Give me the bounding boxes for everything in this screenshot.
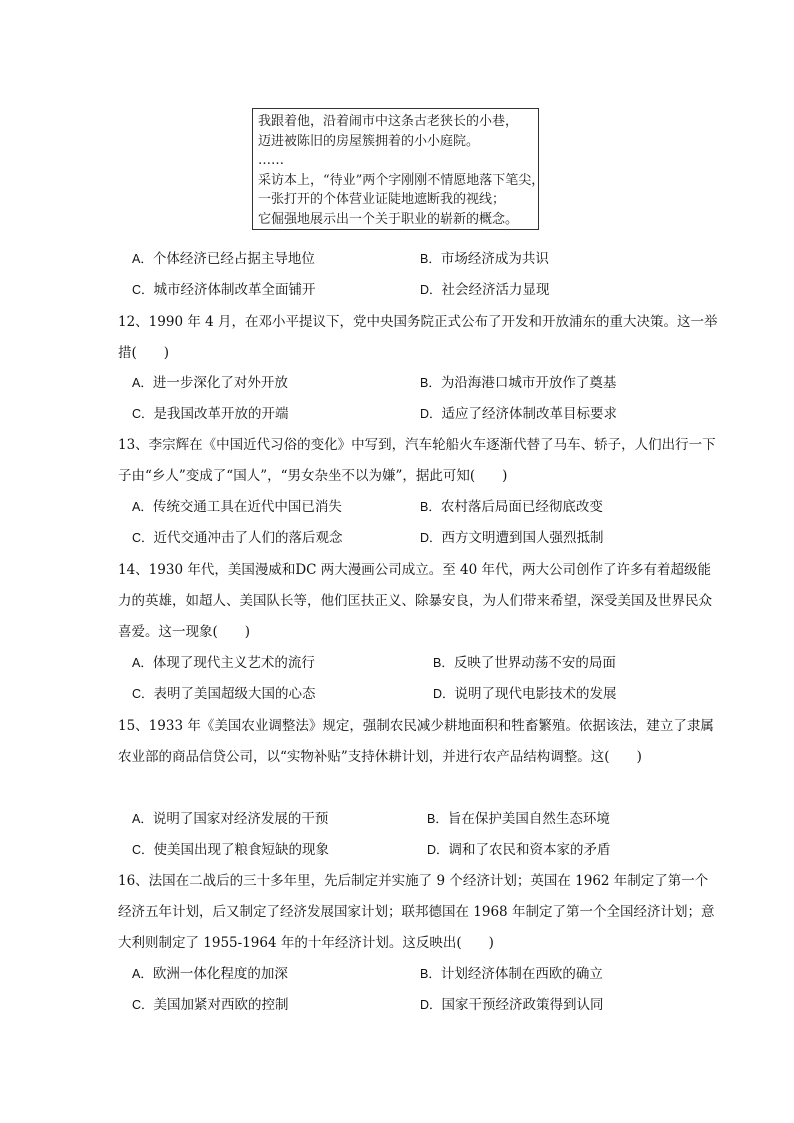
q15-option-c[interactable]: C．使美国出现了粮食短缺的现象 xyxy=(132,842,330,858)
q14-option-c[interactable]: C．表明了美国超级大国的心态 xyxy=(132,686,316,702)
poem-line: 采访本上，“待业”两个字刚刚不情愿地落下笔尖， xyxy=(258,172,545,188)
q14-option-a[interactable]: A．体现了现代主义艺术的流行 xyxy=(132,655,315,671)
poem-line: 迈进被陈旧的房屋簇拥着的小小庭院。 xyxy=(258,133,480,149)
q15-stem: 15、1933 年《美国农业调整法》规定，强制农民减少耕地面积和牲畜繁殖。依据该法，建立了隶属农业部的商品信贷公司，以“实物补贴”支持休耕计划，并进行农产品结构调整。这( ) xyxy=(118,718,714,765)
q15-option-a[interactable]: A．说明了国家对经济发展的干预 xyxy=(132,811,329,827)
q13-stem: 13、李宗辉在《中国近代习俗的变化》中写到，汽车轮船火车逐渐代替了马车、轿子，人们出行一下子由“乡人”变成了“国人”，“男女杂坐不以为嫌”，据此可知( ) xyxy=(118,437,716,484)
q11-option-c[interactable]: C．城市经济体制改革全面铺开 xyxy=(132,282,316,298)
q11-option-a[interactable]: A．个体经济已经占据主导地位 xyxy=(132,251,315,267)
q12-option-d[interactable]: D．适应了经济体制改革目标要求 xyxy=(420,406,618,422)
q15-option-b[interactable]: B．旨在保护美国自然生态环境 xyxy=(427,811,610,827)
q14-option-d[interactable]: D．说明了现代电影技术的发展 xyxy=(433,686,617,702)
q12-option-b[interactable]: B．为沿海港口城市开放作了奠基 xyxy=(420,375,617,391)
poem-line: 我跟着他，沿着闹市中这条古老狭长的小巷， xyxy=(258,114,519,129)
poem-line: 一张打开的个体营业证陡地遮断我的视线； xyxy=(258,192,506,207)
poem-line: …… xyxy=(258,153,284,168)
q14-stem: 14、1930 年代，美国漫威和DC 两大漫画公司成立。至 40 年代，两大公司创作了许多有着超级能力的英雄，如超人、美国队长等，他们匡扶正义、除暴安良，为人们带来希望，深受美国及世界民众喜爱。这一现象( ) xyxy=(118,562,712,640)
q12-option-c[interactable]: C．是我国改革开放的开端 xyxy=(132,406,289,422)
q13-option-b[interactable]: B．农村落后局面已经彻底改变 xyxy=(420,499,603,515)
q14-option-b[interactable]: B．反映了世界动荡不安的局面 xyxy=(433,655,616,671)
q11-option-d[interactable]: D．社会经济活力显现 xyxy=(420,282,550,298)
poem-line: 它倔强地展示出一个关于职业的崭新的概念。 xyxy=(258,211,519,227)
q12-option-a[interactable]: A．进一步深化了对外开放 xyxy=(132,375,288,391)
poem-box xyxy=(252,108,545,230)
q13-option-c[interactable]: C．近代交通冲击了人们的落后观念 xyxy=(132,530,343,546)
q16-option-a[interactable]: A．欧洲一体化程度的加深 xyxy=(132,966,288,982)
q16-stem: 16、法国在二战后的三十多年里，先后制定并实施了 9 个经济计划；英国在 1962 年制定了第一个经济五年计划，后又制定了经济发展国家计划；联邦德国在 1968 年制定了第一个全国经济计划；意大利则制定了 1955-1964 年的十年经济计划。这反映出( ) xyxy=(118,873,715,951)
q13-option-a[interactable]: A．传统交通工具在近代中国已消失 xyxy=(132,499,342,515)
q13-option-d[interactable]: D．西方文明遭到国人强烈抵制 xyxy=(420,530,604,546)
q15-option-d[interactable]: D．调和了农民和资本家的矛盾 xyxy=(427,842,611,858)
q16-option-c[interactable]: C．美国加紧对西欧的控制 xyxy=(132,997,289,1013)
q12-stem: 12、1990 年 4 月，在邓小平提议下，党中央国务院正式公布了开发和开放浦东的重大决策。这一举措( ) xyxy=(118,314,718,361)
q16-option-d[interactable]: D．国家干预经济政策得到认同 xyxy=(420,997,604,1013)
q11-option-b[interactable]: B．市场经济成为共识 xyxy=(420,251,549,267)
q16-option-b[interactable]: B．计划经济体制在西欧的确立 xyxy=(420,966,603,982)
